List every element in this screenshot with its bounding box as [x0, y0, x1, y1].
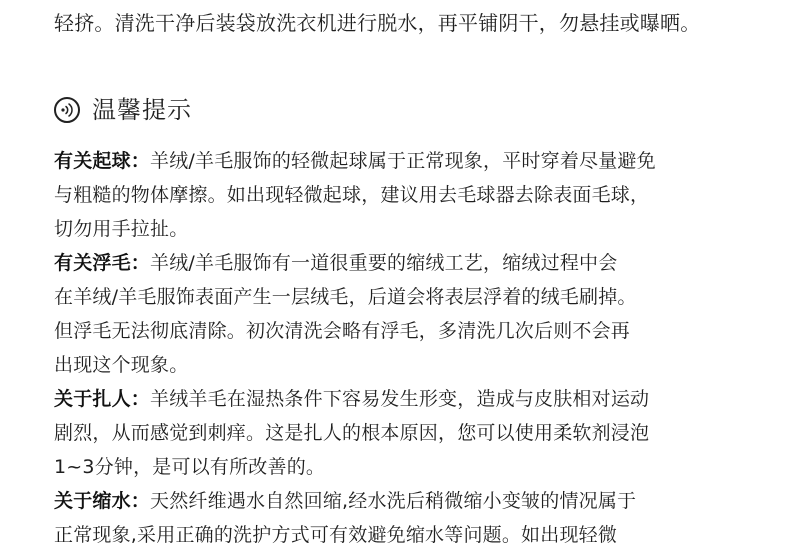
tip-line: 在羊绒/羊毛服饰表面产生一层绒毛，后道会将表层浮着的绒毛刷掉。: [54, 286, 637, 308]
tip-label: 有关起球：: [54, 150, 151, 172]
tip-text: 羊绒羊毛在湿热条件下容易发生形变，造成与皮肤相对运动: [150, 388, 650, 410]
sound-wave-icon-glyph: [59, 102, 75, 118]
tip-line: 1~3分钟，是可以有所改善的。: [54, 456, 326, 478]
tips-list: [54, 144, 754, 552]
tip-line: 正常现象,采用正确的洗护方式可有效避免缩水等问题。如出现轻微: [54, 524, 618, 546]
tip-label: 关于扎人：: [54, 388, 151, 410]
tip-line: [54, 246, 754, 280]
tip-line: 出现这个现象。: [54, 354, 189, 376]
tip-pilling: [54, 144, 754, 246]
tip-text: 羊绒/羊毛服饰的轻微起球属于正常现象，平时穿着尽量避免: [150, 150, 656, 172]
tip-itchiness: [54, 382, 754, 484]
section-title: 温馨提示: [92, 96, 192, 124]
tip-line: 但浮毛无法彻底清除。初次清洗会略有浮毛，多清洗几次后则不会再: [54, 320, 631, 342]
tip-text: 羊绒/羊毛服饰有一道很重要的缩绒工艺，缩绒过程中会: [150, 252, 618, 274]
tip-loose-fibers: [54, 246, 754, 382]
tip-line: [54, 484, 754, 518]
tips-section-header: [54, 92, 192, 128]
washing-instruction-text: 轻挤。清洗干净后装袋放洗衣机进行脱水，再平铺阴干，勿悬挂或曝晒。: [54, 11, 701, 35]
tip-line: 切勿用手拉扯。: [54, 218, 189, 240]
tip-line: 剧烈，从而感觉到刺痒。这是扎人的根本原因，您可以使用柔软剂浸泡: [54, 422, 650, 444]
tip-line: [54, 382, 754, 416]
tip-line: [54, 144, 754, 178]
tip-line: 与粗糙的物体摩擦。如出现轻微起球，建议用去毛球器去除表面毛球，: [54, 184, 650, 206]
tip-shrinkage: [54, 484, 754, 552]
sound-wave-icon: [54, 97, 80, 123]
tip-label: 关于缩水：: [54, 490, 151, 512]
tip-text: 天然纤维遇水自然回缩,经水洗后稍微缩小变皱的情况属于: [150, 490, 637, 512]
tip-label: 有关浮毛：: [54, 252, 151, 274]
